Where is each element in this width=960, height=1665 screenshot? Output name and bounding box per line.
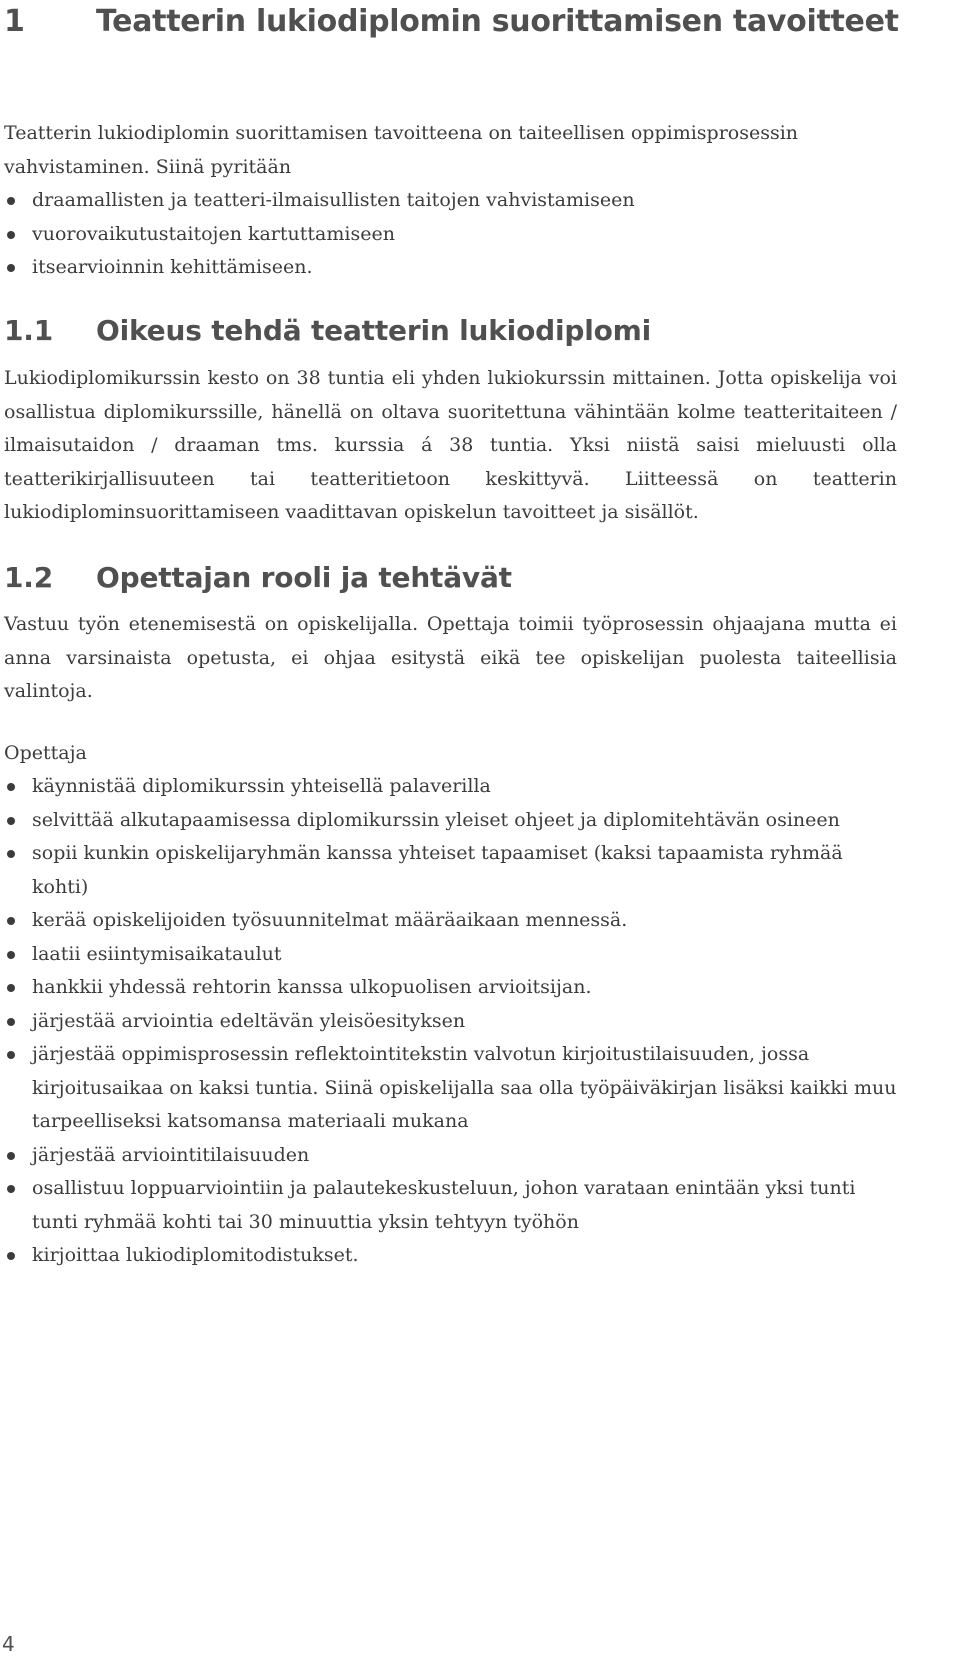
teacher-duties-list	[4, 770, 897, 1273]
section-1-title: Teatterin lukiodiplomin suorittamisen tavoitteet	[96, 4, 899, 39]
section-1-1-number: 1.1	[4, 314, 54, 347]
section-1-1-title: Oikeus tehdä teatterin lukiodiplomi	[96, 314, 651, 347]
list-item: hankkii yhdessä rehtorin kanssa ulkopuolisen arvioitsijan.	[4, 971, 897, 1005]
teacher-list-intro: Opettaja	[4, 742, 87, 764]
page-number: 4	[2, 1632, 15, 1656]
list-item: sopii kunkin opiskelijaryhmän kanssa yhteiset tapaamiset (kaksi tapaamista ryhmää kohti)	[4, 837, 897, 904]
section-1-2-number: 1.2	[4, 561, 54, 594]
section-1-2-title: Opettajan rooli ja tehtävät	[96, 561, 512, 594]
list-item: draamallisten ja teatteri-ilmaisullisten taitojen vahvistamiseen	[4, 184, 897, 218]
list-item: osallistuu loppuarviointiin ja palautekeskusteluun, johon varataan enintään yksi tunti tunti ryhmää kohti tai 30 minuuttia yksin tehtyyn työhön	[4, 1172, 897, 1239]
list-item: järjestää oppimisprosessin reflektointitekstin valvotun kirjoitustilaisuuden, jossa kirjoitusaikaa on kaksi tuntia. Siinä opiskelijalla saa olla työpäiväkirjan lisäksi kaikki muu tarpeelliseksi katsomansa materiaali mukana	[4, 1038, 897, 1139]
list-item: järjestää arviointitilaisuuden	[4, 1139, 897, 1173]
list-item: käynnistää diplomikurssin yhteisellä palaverilla	[4, 770, 897, 804]
section-1-2-body: Vastuu työn etenemisestä on opiskelijalla. Opettaja toimii työprosessin ohjaajana mutta ei anna varsinaista opetusta, ei ohjaa esitystä eikä tee opiskelijan puolesta taiteellisia valintoja.	[4, 613, 897, 702]
list-item: kerää opiskelijoiden työsuunnitelmat määräaikaan mennessä.	[4, 904, 897, 938]
section-1-1-heading	[4, 313, 651, 349]
section-1-heading	[4, 2, 899, 42]
section-1-number: 1	[4, 4, 25, 39]
list-item: selvittää alkutapaamisessa diplomikurssin yleiset ohjeet ja diplomitehtävän osineen	[4, 804, 897, 838]
list-item: järjestää arviointia edeltävän yleisöesityksen	[4, 1005, 897, 1039]
section-1-goals-list	[4, 184, 897, 285]
list-item: vuorovaikutustaitojen kartuttamiseen	[4, 218, 897, 252]
list-item: laatii esiintymisaikataulut	[4, 938, 897, 972]
section-1-2-heading	[4, 560, 512, 596]
list-item: kirjoittaa lukiodiplomitodistukset.	[4, 1239, 897, 1273]
section-1-1-body: Lukiodiplomikurssin kesto on 38 tuntia eli yhden lukiokurssin mittainen. Jotta opiskelija voi osallistua diplomikurssille, hänellä on oltava suoritettuna vähintään kolme teatteritaiteen / ilmaisutaidon / draaman tms. kurssia á 38 tuntia. Yksi niistä saisi mieluusti olla teatterikirjallisuuteen tai teatteritietoon keskittyvä. Liitteessä on teatterin lukiodiplominsuorittamiseen vaadittavan opiskelun tavoitteet ja sisällöt.	[4, 367, 897, 523]
list-item: itsearvioinnin kehittämiseen.	[4, 251, 897, 285]
section-1-intro: Teatterin lukiodiplomin suorittamisen tavoitteena on taiteellisen oppimisprosessin vahvistaminen. Siinä pyritään	[4, 122, 799, 178]
